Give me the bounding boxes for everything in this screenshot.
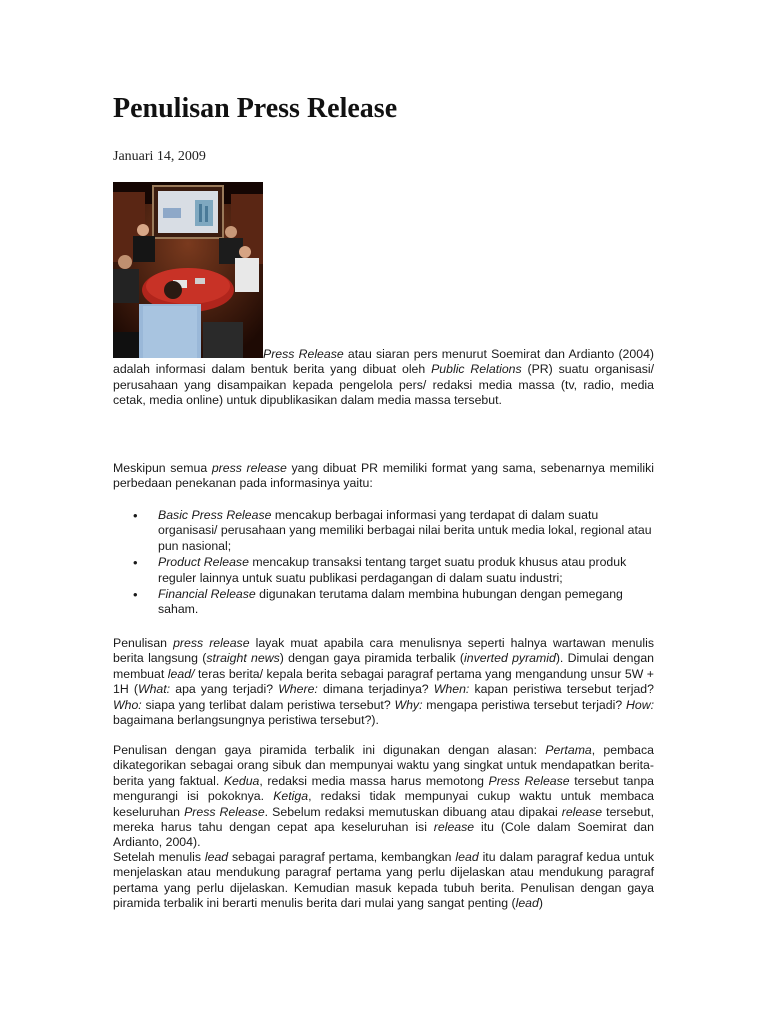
italic-term: Why: — [394, 697, 423, 712]
text-run: ) dengan gaya piramida terbalik ( — [279, 651, 465, 666]
text-run: Meskipun semua — [113, 461, 212, 475]
italic-term: Financial Release — [158, 587, 256, 602]
italic-term: release — [561, 804, 603, 819]
text-run: , redaksi tidak mempunyai cukup waktu untuk membaca keseluruhan — [113, 789, 654, 819]
italic-term: lead/ — [167, 666, 195, 681]
text-run: atau siaran pers menurut Soemirat dan Ardianto (2004) adalah informasi dalam bentuk berita yang dibuat oleh — [113, 347, 654, 377]
italic-term: Where: — [278, 682, 318, 697]
meeting-illustration — [113, 182, 263, 358]
paragraph-writing-style — [113, 636, 654, 728]
list-item — [113, 508, 654, 554]
italic-term: How: — [625, 697, 655, 712]
text-run: , pembaca dikategorikan sebagai orang sibuk dan mempunyai waktu yang singkat untuk mendapatkan berita-berita yang faktual. — [113, 743, 655, 788]
italic-term: press release — [173, 636, 250, 650]
italic-term: inverted pyramid — [464, 651, 556, 666]
text-run: mencakup berbagai informasi yang terdapat di dalam suatu organisasi/ perusahaan yang memiliki berbagai nilai berita untuk media lokal, regional atau pun nasional; — [158, 508, 652, 553]
list-item-text — [158, 508, 652, 553]
text-run: Penulisan — [113, 636, 174, 650]
text-run: yang dibuat PR memiliki format yang sama, sebenarnya memiliki perbedaan penekanan pada informasinya yaitu: — [113, 461, 654, 491]
italic-term: Who: — [113, 697, 142, 712]
italic-term: Press Release — [488, 773, 570, 788]
bullet-icon: • — [133, 587, 138, 603]
text-run: ) — [538, 896, 543, 911]
list-item — [113, 587, 654, 618]
text-run: Setelah menulis — [113, 850, 205, 864]
italic-term: lead — [204, 850, 229, 864]
text-run: apa yang terjadi? — [170, 682, 279, 697]
text-run: layak muat apabila cara menulisnya seperti halnya wartawan menulis berita langsung ( — [113, 636, 655, 666]
text-run: tersebut tanpa mengurangi isi pokoknya. — [113, 773, 655, 804]
article-title: Penulisan Press Release — [113, 93, 398, 124]
bullet-icon: • — [133, 555, 138, 571]
italic-term: press release — [211, 461, 287, 475]
text-run: dimana terjadinya? — [317, 682, 434, 697]
text-run: itu dalam paragraf kedua untuk menjelaskan atau mendukung paragraf pertama yang perlu dijelaskan atau mendukung paragraf pertama yang perlu dijelaskan. Kemudian masuk kepada tubuh berita. Penulisan dengan gaya piramida terbalik ini berarti menulis berita dari mulai yang sangat penting ( — [113, 850, 655, 911]
italic-term: Kedua — [223, 773, 260, 788]
italic-term: Press Release — [184, 804, 265, 819]
text-run: teras berita/ kepala berita sebagai paragraf pertama yang mengandung unsur 5W + 1H ( — [113, 666, 654, 697]
italic-term: When: — [433, 682, 470, 697]
paragraph-definition — [113, 347, 654, 409]
italic-term: What: — [137, 682, 171, 697]
italic-term: lead — [515, 896, 539, 911]
paragraph-types-intro — [113, 461, 654, 492]
italic-term: straight news — [206, 651, 280, 666]
text-run: bagaimana berlangsungnya peristiwa tersebut?). — [113, 713, 379, 728]
italic-term: Pertama — [545, 743, 592, 757]
text-run: ). Dimulai dengan membuat — [113, 651, 654, 681]
italic-term: release — [433, 820, 475, 835]
meeting-photo — [113, 182, 263, 358]
list-item — [113, 555, 654, 586]
text-run: (PR) suatu organisasi/ perusahaan yang disampaikan kepada pengelola pers/ redaksi media massa (tv, radio, media cetak, media online) untuk dipublikasikan dalam media massa tersebut. — [113, 362, 654, 408]
text-run: siapa yang terlibat dalam peristiwa tersebut? — [141, 697, 395, 712]
italic-term: Basic Press Release — [158, 508, 272, 522]
italic-term: lead — [455, 850, 479, 864]
text-run: digunakan terutama dalam membina hubungan dengan pemegang saham. — [158, 587, 623, 617]
text-run: mencakup transaksi tentang target suatu produk khusus atau produk reguler lainnya untuk suatu publikasi perdagangan di dalam suatu industri; — [158, 555, 627, 585]
list-item-text — [158, 555, 626, 584]
text-run: , redaksi media massa harus memotong — [259, 773, 489, 788]
italic-term: Product Release — [158, 555, 249, 570]
italic-term: Press Release — [263, 347, 344, 361]
text-run: . Sebelum redaksi memutuskan dibuang atau dipakai — [264, 804, 562, 819]
text-run: Penulisan dengan gaya piramida terbalik ini digunakan dengan alasan: — [113, 743, 546, 757]
text-run: itu (Cole dalam Soemirat dan Ardianto, 2004). — [113, 820, 654, 850]
text-run: mengapa peristiwa tersebut terjadi? — [422, 697, 626, 712]
text-run: sebagai paragraf pertama, kembangkan — [228, 850, 456, 864]
bullet-icon: • — [133, 508, 138, 523]
release-type-list — [113, 508, 654, 619]
article-date: Januari 14, 2009 — [113, 149, 206, 164]
paragraph-reasons — [113, 743, 654, 851]
text-run: tersebut, mereka harus tahu dengan cepat apa keseluruhan isi — [113, 804, 655, 835]
text-run: kapan peristiwa tersebut terjad? — [469, 682, 654, 697]
italic-term: Ketiga — [273, 789, 309, 804]
list-item-text — [158, 587, 623, 616]
italic-term: Public Relations — [431, 362, 522, 377]
paragraph-lead-development — [113, 850, 654, 912]
